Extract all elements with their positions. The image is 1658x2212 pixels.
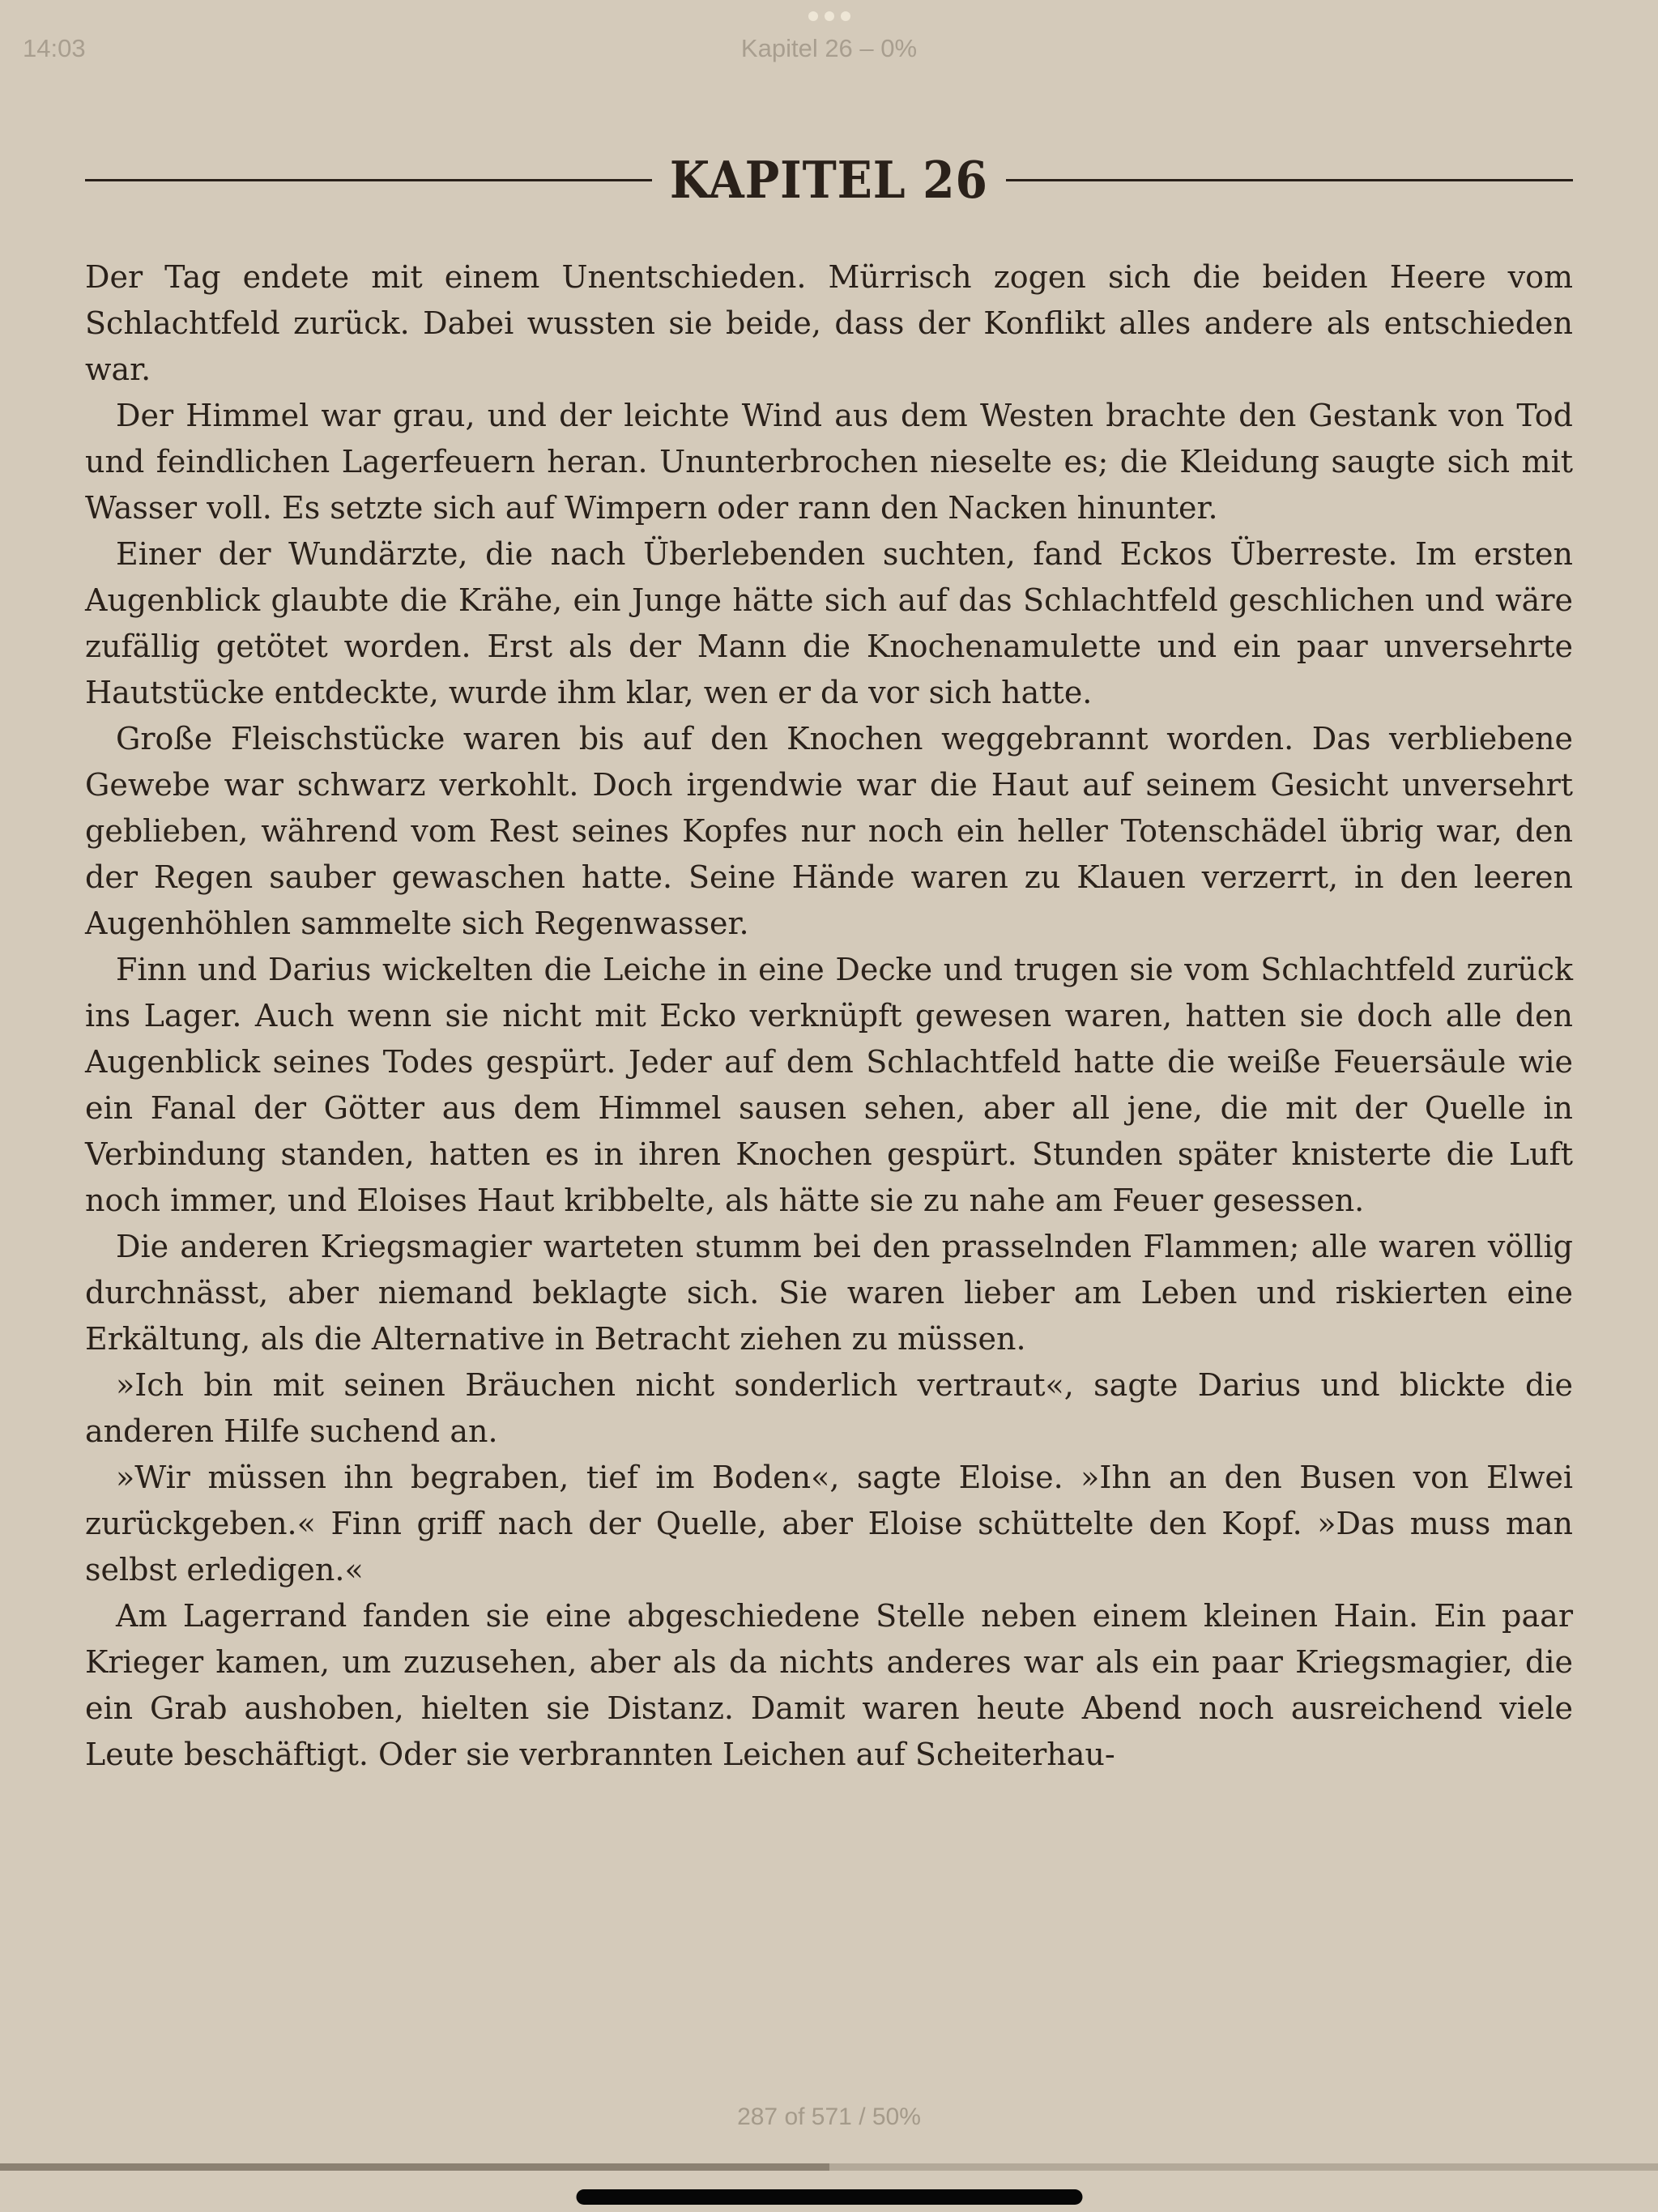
paragraph: Die anderen Kriegsmagier warteten stumm bei den prasselnden Flammen; alle waren völlig durchnässt, aber niemand beklagte sich. Sie waren lieber am Leben und riskierten eine Erkältung, als die Alternative in Betracht ziehen zu müssen. <box>85 1229 1573 1357</box>
chapter-progress-label: Kapitel 26 – 0% <box>740 34 918 62</box>
ellipsis-dot <box>825 11 834 21</box>
home-indicator[interactable] <box>576 2189 1082 2205</box>
ellipsis-icon <box>808 11 850 21</box>
chapter-body <box>85 254 1573 1778</box>
ellipsis-dot <box>808 11 818 21</box>
paragraph: »Ich bin mit seinen Bräuchen nicht sonderlich vertraut«, sagte Darius und blickte die anderen Hilfe suchend an. <box>85 1367 1573 1449</box>
paragraph: Finn und Darius wickelten die Leiche in eine Decke und trugen sie vom Schlachtfeld zurück ins Lager. Auch wenn sie nicht mit Ecko verknüpft gewesen waren, hatten sie doch alle den Augenblick seines Todes gespürt. Jeder auf dem Schlachtfeld hatte die weiße Feuersäule wie ein Fanal der Götter aus dem Himmel sausen sehen, aber all jene, die mit der Quelle in Verbindung standen, hatten es in ihren Knochen gespürt. Stunden später knisterte die Luft noch immer, und Eloises Haut kribbelte, als hätte sie zu nahe am Feuer gesessen. <box>85 952 1573 1218</box>
page-position-label: 287 of 571 / 50% <box>737 2103 921 2130</box>
paragraph: Der Himmel war grau, und der leichte Wind aus dem Westen brachte den Gestank von Tod und feindlichen Lagerfeuern heran. Ununterbrochen nieselte es; die Kleidung saugte sich mit Wasser voll. Es setzte sich auf Wimpern oder rann den Nacken hinunter. <box>85 398 1573 526</box>
paragraph: Große Fleischstücke waren bis auf den Knochen weggebrannt worden. Das verbliebene Gewebe war schwarz verkohlt. Doch irgendwie war die Haut auf seinem Gesicht unversehrt geblieben, während vom Rest seines Kopfes nur noch ein heller Totenschädel übrig war, den der Regen sauber gewaschen hatte. Seine Hände waren zu Klauen verzerrt, in den leeren Augenhöhlen sammelte sich Regenwasser. <box>85 721 1573 941</box>
reading-progress-bar[interactable] <box>0 2163 1658 2171</box>
chapter-title: KAPITEL 26 <box>669 150 989 210</box>
reading-area[interactable] <box>85 150 1573 1778</box>
chapter-heading <box>85 150 1573 210</box>
ellipsis-dot <box>841 11 850 21</box>
paragraph: Der Tag endete mit einem Unentschieden. Mürrisch zogen sich die beiden Heere vom Schlachtfeld zurück. Dabei wussten sie beide, dass der Konflikt alles andere als entschieden war. <box>85 259 1573 387</box>
more-menu-button[interactable] <box>800 8 859 24</box>
status-time: 14:03 <box>23 34 86 62</box>
paragraph: Einer der Wundärzte, die nach Überlebenden suchten, fand Eckos Überreste. Im ersten Augenblick glaubte die Krähe, ein Junge hätte sich auf das Schlachtfeld geschlichen und wäre zufällig getötet worden. Erst als der Mann die Knochenamulette und ein paar unversehrte Hautstücke entdeckte, wurde ihm klar, wen er da vor sich hatte. <box>85 536 1573 710</box>
paragraph: »Wir müssen ihn begraben, tief im Boden«, sagte Eloise. »Ihn an den Busen von Elwei zurückgeben.« Finn griff nach der Quelle, aber Eloise schüttelte den Kopf. »Das muss man selbst erledigen.« <box>85 1460 1573 1588</box>
paragraph: Am Lagerrand fanden sie eine abgeschiedene Stelle neben einem kleinen Hain. Ein paar Krieger kamen, um zuzusehen, aber als da nichts anderes war als ein paar Kriegsmagier, die ein Grab aushoben, hielten sie Distanz. Damit waren heute Abend noch ausreichend viele Leute beschäftigt. Oder sie verbrannten Leichen auf Scheiterhau- <box>85 1598 1573 1772</box>
heading-rule-right <box>1006 179 1573 181</box>
heading-rule-left <box>85 179 652 181</box>
progress-fill <box>0 2163 829 2171</box>
